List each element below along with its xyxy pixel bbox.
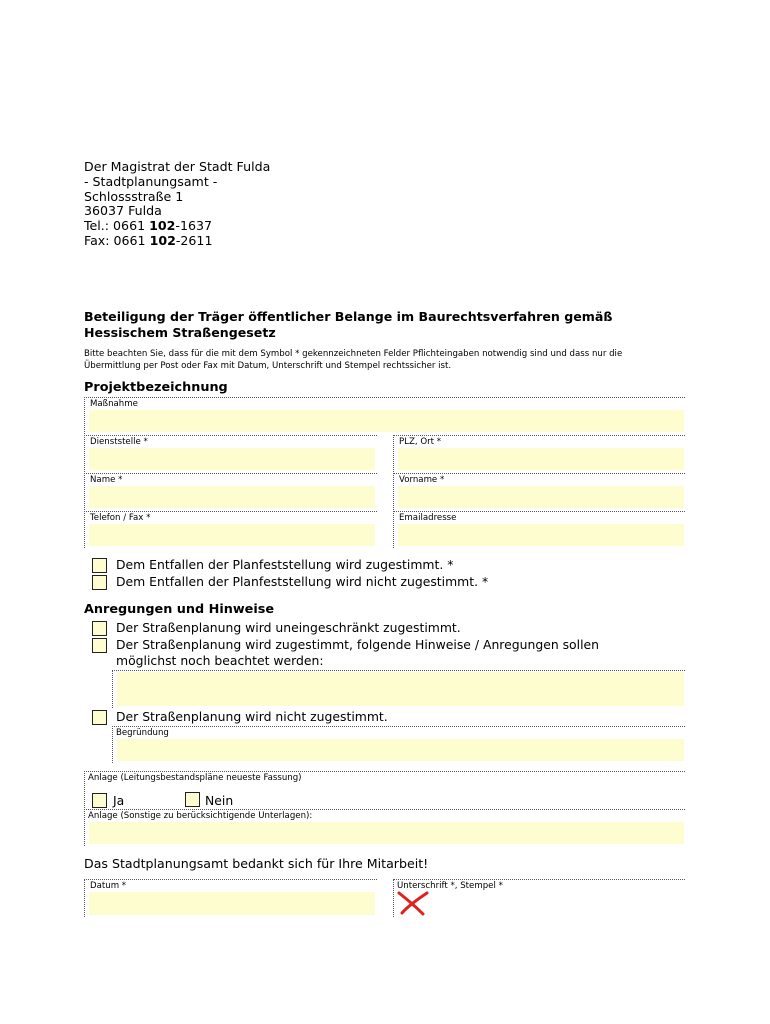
address-line-1: Der Magistrat der Stadt Fulda	[84, 159, 271, 174]
dienststelle-label: Dienststelle *	[90, 437, 148, 447]
datum-label: Datum *	[90, 881, 127, 891]
datum-field[interactable]	[89, 892, 375, 915]
planfest-no-label: Dem Entfallen der Planfeststellung wird nicht zugestimmt. *	[116, 574, 489, 589]
vorname-field[interactable]	[398, 486, 684, 508]
hint-with-remarks-label-2: möglichst noch beachtet werden:	[116, 653, 324, 668]
massnahme-field[interactable]	[89, 410, 684, 432]
telefon-field[interactable]	[89, 524, 375, 546]
name-field[interactable]	[89, 486, 375, 508]
fax-prefix: Fax: 0661	[84, 232, 150, 248]
signature-mark-icon	[396, 890, 430, 916]
address-line-4: 36037 Fulda	[84, 203, 162, 219]
address-line-2: - Stadtplanungsamt -	[84, 173, 218, 189]
phone-bold: 102	[149, 218, 176, 234]
phone-suffix: -1637	[175, 218, 213, 234]
instruction-note-line-1: Bitte beachten Sie, dass für die mit dem Symbol * gekennzeichneten Felder Pflichteingaben notwendig sind und dass nur die	[84, 349, 623, 359]
instruction-note	[84, 349, 684, 372]
name-label: Name *	[90, 475, 123, 485]
begruendung-label: Begründung	[116, 728, 169, 738]
hint-unrestricted-label: Der Straßenplanung wird uneingeschränkt zugestimmt.	[116, 620, 461, 635]
anlage-ja-checkbox[interactable]	[92, 793, 107, 808]
hint-with-remarks-checkbox[interactable]	[92, 638, 107, 653]
instruction-note-line-2: Übermittlung per Post oder Fax mit Datum, Unterschrift und Stempel rechtssicher ist.	[84, 360, 452, 371]
section-title-hints: Anregungen und Hinweise	[84, 602, 275, 617]
fax-suffix: -2611	[175, 232, 213, 248]
address-line-3: Schlossstraße 1	[84, 188, 184, 204]
form-title-line-2: Hessischem Straßengesetz	[84, 325, 276, 340]
planfest-yes-label: Dem Entfallen der Planfeststellung wird zugestimmt. *	[116, 557, 454, 572]
anlage-other-label: Anlage (Sonstige zu berücksichtigende Unterlagen):	[88, 811, 313, 821]
address-phone	[84, 219, 270, 234]
anlage-other-field[interactable]	[89, 822, 684, 844]
form-title	[84, 309, 684, 341]
email-field[interactable]	[398, 524, 684, 546]
address-block	[84, 160, 270, 249]
vorname-label: Vorname *	[399, 475, 445, 485]
anlage-plans-label: Anlage (Leitungsbestandspläne neueste Fassung)	[88, 773, 302, 783]
planfest-no-checkbox[interactable]	[92, 575, 107, 590]
address-fax	[84, 234, 270, 249]
begruendung-field[interactable]	[117, 739, 684, 761]
telefon-label: Telefon / Fax *	[90, 513, 151, 523]
hint-rejected-label: Der Straßenplanung wird nicht zugestimmt.	[116, 709, 388, 724]
planfest-yes-checkbox[interactable]	[92, 558, 107, 573]
hint-with-remarks-label-1: Der Straßenplanung wird zugestimmt, folgende Hinweise / Anregungen sollen	[116, 637, 600, 652]
signature-label: Unterschrift *, Stempel *	[397, 881, 503, 891]
hint-unrestricted-checkbox[interactable]	[92, 621, 107, 636]
anlage-nein-checkbox[interactable]	[185, 792, 200, 807]
anlage-nein-label: Nein	[205, 793, 234, 808]
plz-ort-label: PLZ, Ort *	[399, 437, 442, 447]
phone-prefix: Tel.: 0661	[84, 218, 150, 234]
anlage-ja-label: Ja	[113, 793, 125, 808]
massnahme-label: Maßnahme	[90, 399, 138, 409]
form-title-line-1: Beteiligung der Träger öffentlicher Belange im Baurechtsverfahren gemäß	[84, 309, 613, 324]
section-title-project: Projektbezeichnung	[84, 380, 228, 395]
remarks-field[interactable]	[117, 672, 684, 706]
plz-ort-field[interactable]	[398, 448, 684, 470]
thanks-text: Das Stadtplanungsamt bedankt sich für Ihre Mitarbeit!	[84, 856, 429, 871]
email-label: Emailadresse	[399, 513, 457, 523]
fax-bold: 102	[149, 232, 176, 248]
dienststelle-field[interactable]	[89, 448, 375, 470]
hint-rejected-checkbox[interactable]	[92, 710, 107, 725]
